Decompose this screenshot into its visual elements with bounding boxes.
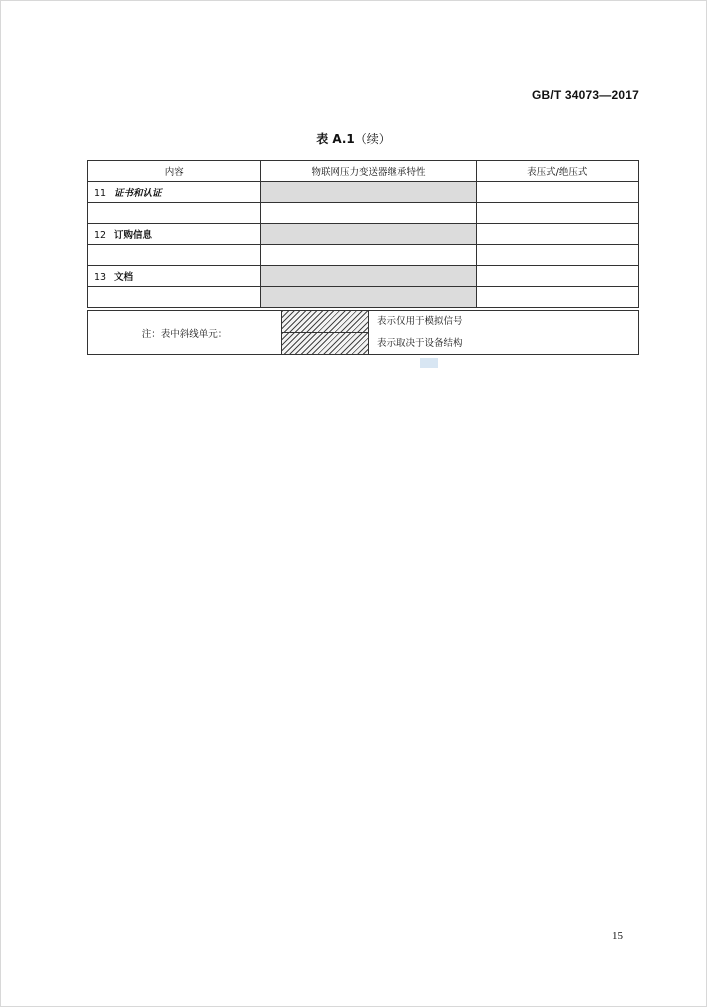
row-number: 13: [94, 272, 107, 283]
shaded-cell: [261, 182, 476, 203]
empty-cell: [88, 203, 261, 224]
page-number: 15: [612, 930, 623, 942]
table-row: [88, 203, 639, 224]
shaded-cell: [261, 266, 476, 287]
empty-cell: [476, 203, 638, 224]
header-content: 内容: [88, 161, 261, 182]
table-header-row: [88, 161, 639, 182]
note-table: [87, 310, 639, 355]
table-row: [88, 182, 639, 203]
characteristics-table: [87, 160, 639, 308]
empty-cell: [261, 203, 476, 224]
row-number: 12: [94, 230, 107, 241]
empty-cell: [476, 287, 638, 308]
row-label-cell: [88, 224, 261, 245]
table-title: [0, 130, 707, 147]
table-row: [88, 245, 639, 266]
note-row: [88, 311, 639, 333]
header-pressure-type: 表压式/绝压式: [476, 161, 638, 182]
hatch-swatch-structure: [282, 333, 368, 354]
empty-cell: [476, 266, 638, 287]
scan-mark: [420, 358, 438, 368]
empty-cell: [476, 245, 638, 266]
note-item-analog: 表示仅用于模拟信号: [369, 311, 639, 333]
empty-cell: [261, 245, 476, 266]
hatch-swatches: [282, 311, 369, 355]
table-row: [88, 224, 639, 245]
table-title-suffix: （续）: [354, 132, 391, 146]
row-label-cell: [88, 182, 261, 203]
note-label: 注：表中斜线单元：: [88, 311, 282, 355]
row-label: 文档: [114, 272, 134, 283]
table-title-main: 表 A.1: [316, 132, 355, 146]
empty-cell: [476, 182, 638, 203]
row-label: 证书和认证: [114, 188, 162, 199]
standard-code: GB/T 34073—2017: [531, 88, 639, 102]
empty-cell: [88, 287, 261, 308]
shaded-cell: [261, 287, 476, 308]
header-inherited-feature: 物联网压力变送器继承特性: [261, 161, 476, 182]
row-label: 订购信息: [114, 230, 153, 241]
table-row: [88, 287, 639, 308]
row-label-cell: [88, 266, 261, 287]
empty-cell: [476, 224, 638, 245]
table-row: [88, 266, 639, 287]
note-item-structure: 表示取决于设备结构: [369, 333, 639, 355]
shaded-cell: [261, 224, 476, 245]
hatch-swatch-analog: [282, 311, 368, 333]
empty-cell: [88, 245, 261, 266]
row-number: 11: [94, 188, 107, 199]
